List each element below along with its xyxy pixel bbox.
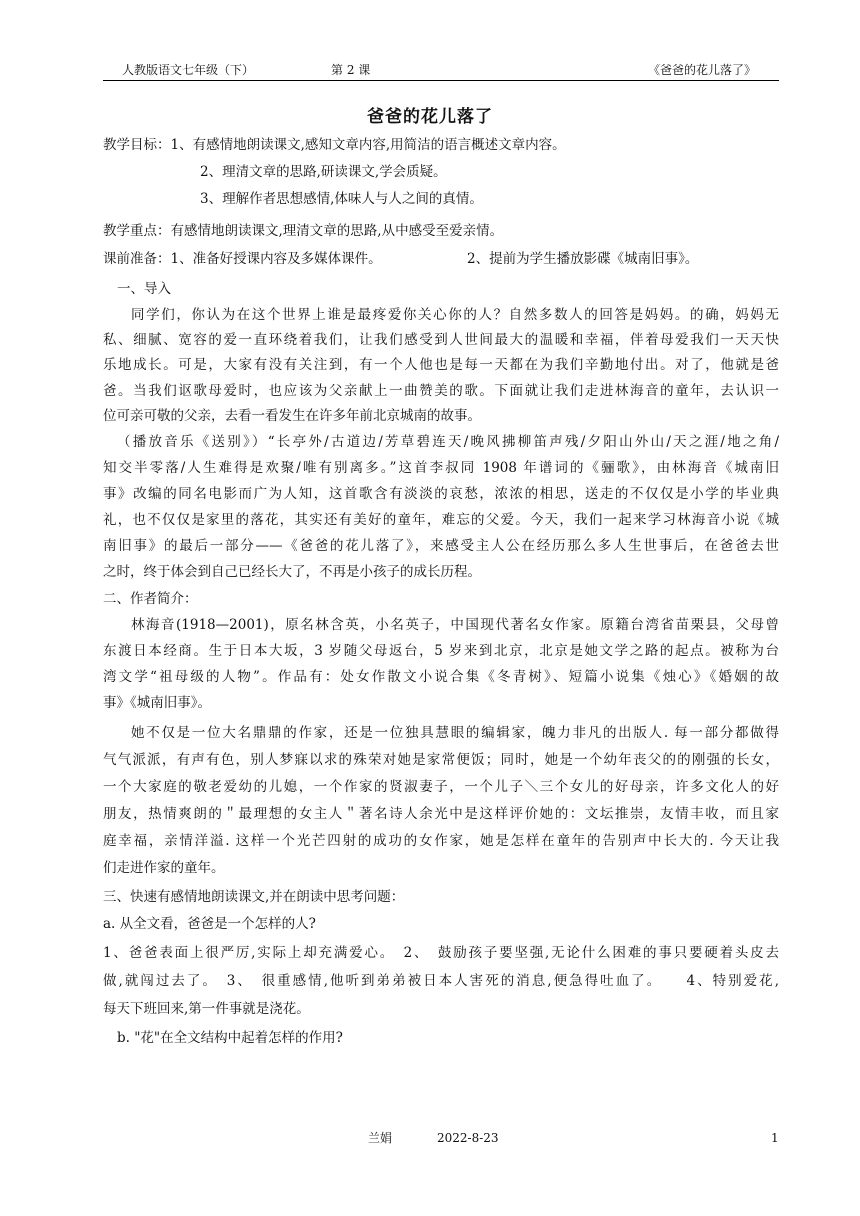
teaching-focus: 教学重点：有感情地朗读课文,理清文章的思路,从中感受至爱亲情。 [103, 223, 504, 239]
document-title: 爸爸的花儿落了 [367, 107, 493, 127]
paragraph-line: 私、细腻、宽容的爱一直环绕着我们，让我们感受到人世间最大的温暖和幸福，伴着母爱我们一天天快 [103, 332, 779, 348]
goal-1: 教学目标：1、有感情地朗读课文,感知文章内容,用简洁的语言概述文章内容。 [103, 137, 566, 153]
section-heading-author: 二、作者简介： [103, 591, 198, 607]
paragraph-line: 同学们，你认为在这个世界上谁是最疼爱你关心你的人？自然多数人的回答是妈妈。的确，妈妈无 [131, 307, 779, 323]
answer-line: 1、爸爸表面上很严厉,实际上却充满爱心。 2、 鼓励孩子要坚强,无论什么困难的事只要硬着头皮去 [103, 945, 779, 961]
question-a: a. 从全文看，爸爸是一个怎样的人? [103, 916, 316, 932]
footer-author: 兰娟 [368, 1131, 393, 1145]
paragraph-line: 礼，也不仅仅是家里的落花，其实还有美好的童年，难忘的父爱。今天，我们一起来学习林海音小说《城 [103, 512, 779, 528]
footer-date: 2022-8-23 [437, 1131, 499, 1145]
footer-page-number: 1 [771, 1131, 779, 1145]
goal-2: 2、理清文章的思路,研读课文,学会质疑。 [200, 164, 447, 180]
header-left: 人教版语文七年级（下） [122, 63, 255, 77]
paragraph-line: 爸。当我们讴歌母爱时，也应该为父亲献上一曲赞美的歌。下面就让我们走进林海音的童年，去认识一 [103, 383, 779, 399]
goal-3: 3、理解作者思想感情,体味人与人之间的真情。 [200, 191, 483, 207]
paragraph-line: 事》改编的同名电影而广为人知，这首歌含有淡淡的哀愁，浓浓的相思，送走的不仅仅是小学的毕业典 [103, 486, 779, 502]
paragraph-line: 知交半零落/人生难得是欢聚/唯有别离多。”这首李叔同 1908 年谱词的《骊歌》，由林海音《城南旧 [103, 460, 779, 476]
paragraph-line: 她不仅是一位大名鼎鼎的作家，还是一位独具慧眼的编辑家，魄力非凡的出版人. 每一部分都做得 [131, 725, 779, 741]
paragraph-line: 乐地成长。可是，大家有没有关注到，有一个人他也是每一天都在为我们辛勤地付出。对了，他就是爸 [103, 357, 779, 373]
header-rule [103, 80, 779, 81]
paragraph-line: 事》《城南旧事》。 [103, 695, 211, 711]
paragraph-line: 湾文学“祖母级的人物”。作品有：处女作散文小说合集《冬青树》、短篇小说集《烛心》《婚姻的故 [103, 669, 779, 685]
paragraph-line: 林海音(1918—2001)，原名林含英，小名英子，中国现代著名女作家。原籍台湾省苗栗县，父母曾 [131, 617, 779, 633]
header-middle: 第 2 课 [331, 63, 371, 77]
answer-line: 每天下班回来,第一件事就是浇花。 [103, 1001, 310, 1017]
preparation-1: 课前准备：1、准备好授课内容及多媒体课件。 [103, 251, 382, 267]
paragraph-line: 朋友，热情爽朗的＂最理想的女主人＂著名诗人余光中是这样评价她的：文坛推崇，友情丰收，而且家 [103, 806, 779, 822]
paragraph-line: 位可亲可敬的父亲，去看一看发生在许多年前北京城南的故事。 [103, 408, 481, 424]
answer-line: 做,就闯过去了。 3、 很重感情,他听到弟弟被日本人害死的消息,便急得吐血了。 4、特别爱花, [103, 973, 779, 989]
paragraph-line: 之时，终于体会到自己已经长大了，不再是小孩子的成长历程。 [103, 564, 481, 580]
section-heading-reading: 三、快速有感情地朗读课文,并在朗读中思考问题： [103, 889, 405, 905]
paragraph-line: 们走进作家的童年。 [103, 860, 225, 876]
paragraph-line: 气气派派，有声有色，别人梦寐以求的殊荣对她是家常便饭；同时，她是一个幼年丧父的的刚强的长女， [103, 752, 779, 768]
preparation-2: 2、提前为学生播放影碟《城南旧事》。 [467, 251, 699, 267]
section-heading-intro: 一、导入 [117, 281, 171, 297]
paragraph-line: 一个大家庭的敬老爱幼的儿媳，一个作家的贤淑妻子，一个儿子＼三个女儿的好母亲，许多文化人的好 [103, 779, 779, 795]
header-right: 《爸爸的花儿落了》 [648, 63, 757, 77]
paragraph-line: 东渡日本经商。生于日本大坂，3 岁随父母返台，5 岁来到北京，北京是她文学之路的起点。被称为台 [103, 643, 779, 659]
paragraph-line: （播放音乐《送别》）“长亭外/古道边/芳草碧连天/晚风拂柳笛声残/夕阳山外山/天之涯/地之角/ [117, 434, 779, 450]
paragraph-line: 庭幸福，亲情洋溢. 这样一个光芒四射的成功的女作家，她是怎样在童年的告别声中长大的. 今天让我 [103, 833, 779, 849]
paragraph-line: 南旧事》的最后一部分——《爸爸的花儿落了》，来感受主人公在经历那么多人生世事后，在爸爸去世 [103, 538, 779, 554]
question-b: b. "花"在全文结构中起着怎样的作用? [117, 1030, 343, 1046]
